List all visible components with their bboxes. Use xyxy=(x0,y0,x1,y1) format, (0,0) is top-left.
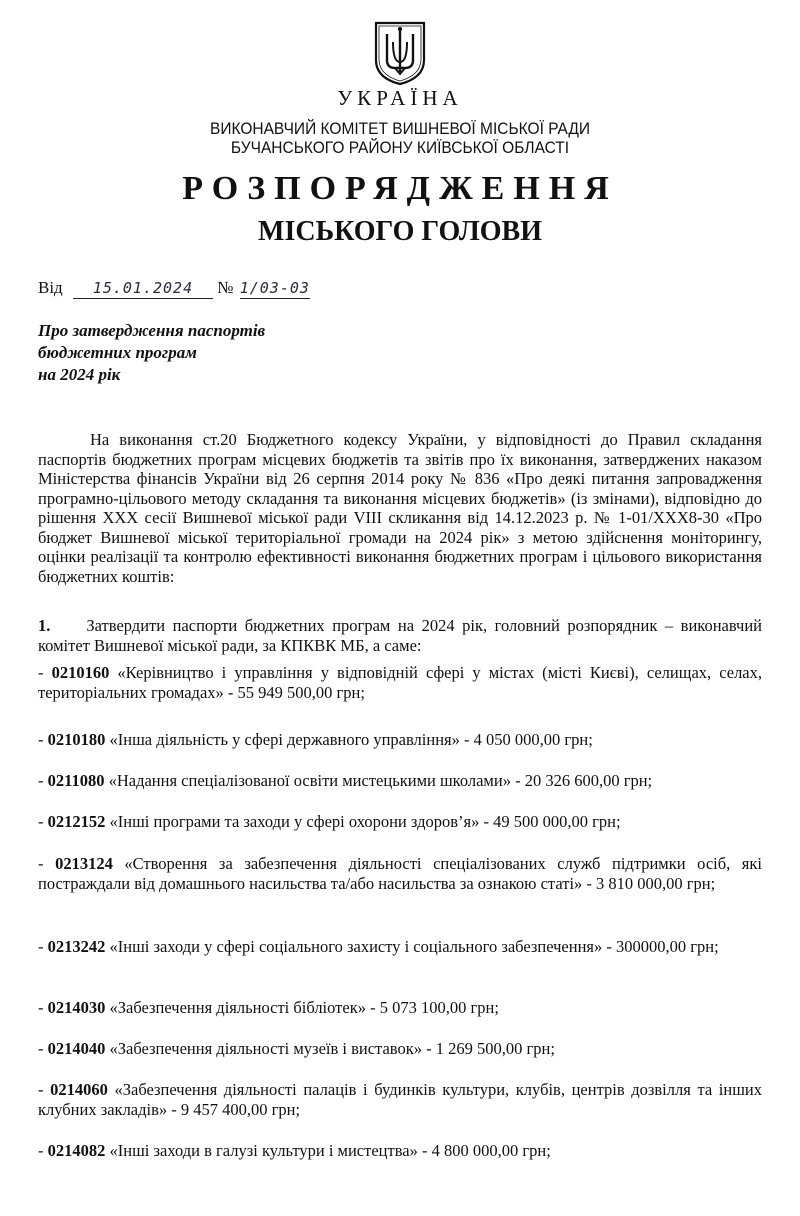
program-item: - 0210180 «Інша діяльність у сфері державного управління» - 4 050 000,00 грн; xyxy=(38,730,593,749)
date-label: Від xyxy=(38,278,63,297)
program-text: «Створення за забезпечення діяльності спеціалізованих служб підтримки осіб, які постраждали від домашнього насильства та/або насильства за ознакою статі» - 3 810 000,00 грн; xyxy=(38,854,762,893)
subject-heading xyxy=(38,320,265,386)
program-code: 0214082 xyxy=(47,1141,106,1160)
program-item: - 0213124 «Створення за забезпечення діяльності спеціалізованих служб підтримки осіб, які постраждали від домашнього насильства та/або насильства за ознакою статі» - 3 810 000,00 грн; xyxy=(38,854,762,893)
date-field xyxy=(73,278,213,299)
program-code: 0212152 xyxy=(47,812,106,831)
number-label: № xyxy=(217,278,234,297)
country-name: УКРАЇНА xyxy=(337,86,463,110)
program-code: 0211080 xyxy=(47,771,105,790)
org-name-line1: ВИКОНАВЧИЙ КОМІТЕТ ВИШНЕВОЇ МІСЬКОЇ РАДИ xyxy=(209,120,591,138)
program-code: 0213124 xyxy=(55,854,113,873)
document-subtitle: МІСЬКОГО ГОЛОВИ xyxy=(258,216,542,247)
program-code: 0213242 xyxy=(47,937,106,956)
program-item: - 0210160 «Керівництво і управління у відповідній сфері у містах (місті Києві), селищах, селах, територіальних громадах» - 55 949 500,00 грн; xyxy=(38,663,763,702)
program-code: 0214030 xyxy=(47,998,106,1017)
program-text: «Забезпечення діяльності бібліотек» - 5 073 100,00 грн; xyxy=(109,998,499,1017)
program-item: - 0214040 «Забезпечення діяльності музеїв і виставок» - 1 269 500,00 грн; xyxy=(38,1039,555,1058)
program-text: «Інші заходи у сфері соціального захисту і соціального забезпечення» - 300000,00 грн; xyxy=(109,937,719,956)
subject-line: на 2024 рік xyxy=(38,365,121,384)
program-item: - 0214082 «Інші заходи в галузі культури і мистецтва» - 4 800 000,00 грн; xyxy=(38,1141,551,1160)
program-item: - 0211080 «Надання спеціалізованої освіти мистецькими школами» - 20 326 600,00 грн; xyxy=(38,771,653,790)
program-text: «Забезпечення діяльності музеїв і виставок» - 1 269 500,00 грн; xyxy=(109,1039,555,1058)
subject-line: Про затвердження паспортів xyxy=(38,321,266,340)
point-1-paragraph xyxy=(38,616,762,655)
program-text: «Надання спеціалізованої освіти мистецькими школами» - 20 326 600,00 грн; xyxy=(108,771,653,790)
point-text: Затвердити паспорти бюджетних програм на 2024 рік, головний розпорядник – виконавчий комітет Вишневої міської ради, за КПКВК МБ, а саме: xyxy=(38,616,762,655)
dateline xyxy=(38,278,310,299)
program-item: - 0212152 «Інші програми та заходи у сфері охорони здоров’я» - 49 500 000,00 грн; xyxy=(38,812,621,831)
number-field xyxy=(240,278,310,299)
program-code: 0214040 xyxy=(47,1039,106,1058)
program-item: - 0213242 «Інші заходи у сфері соціального захисту і соціального забезпечення» - 300000,00 грн; xyxy=(38,937,719,956)
document-title: РОЗПОРЯДЖЕННЯ xyxy=(182,170,618,207)
program-item: - 0214030 «Забезпечення діяльності бібліотек» - 5 073 100,00 грн; xyxy=(38,998,499,1017)
point-number: 1. xyxy=(38,616,51,635)
program-text: «Інші програми та заходи у сфері охорони здоров’я» - 49 500 000,00 грн; xyxy=(109,812,621,831)
org-name-line2: БУЧАНСЬКОГО РАЙОНУ КИЇВСЬКОЇ ОБЛАСТІ xyxy=(230,139,570,157)
program-text: «Керівництво і управління у відповідній сфері у містах (місті Києві), селищах, селах, територіальних громадах» - 55 949 500,00 грн; xyxy=(38,663,763,702)
number-value: 1/03-03 xyxy=(239,279,310,297)
program-text: «Інші заходи в галузі культури і мистецтва» - 4 800 000,00 грн; xyxy=(109,1141,551,1160)
program-text: «Забезпечення діяльності палаців і будинків культури, клубів, центрів дозвілля та інших клубних закладів» - 9 457 400,00 грн; xyxy=(38,1080,763,1119)
program-item: - 0214060 «Забезпечення діяльності палаців і будинків культури, клубів, центрів дозвілля та інших клубних закладів» - 9 457 400,00 грн; xyxy=(38,1080,763,1119)
program-code: 0210180 xyxy=(47,730,106,749)
date-value: 15.01.2024 xyxy=(92,279,194,297)
program-text: «Інша діяльність у сфері державного управління» - 4 050 000,00 грн; xyxy=(109,730,593,749)
program-code: 0214060 xyxy=(50,1080,108,1099)
program-code: 0210160 xyxy=(51,663,110,682)
preamble-paragraph: На виконання ст.20 Бюджетного кодексу України, у відповідності до Правил складання паспортів бюджетних програм місцевих бюджетів та звітів про їх виконання, затверджених наказом Міністерства фінансів України від 26 серпня 2014 року № 836 «Про деякі питання запровадження програмно-цільового методу складання та виконання місцевих бюджетів» (із змінами), відповідно до рішення ХХХ сесії Вишневої міської ради VIII скликання від 14.12.2023 р. № 1-01/ХХХ8-30 «Про бюджет Вишневої міської територіальної громади на 2024 рік» з метою здійснення моніторингу, оцінки реалізації та контролю ефективності виконання бюджетних програм і цільового використання бюджетних коштів: xyxy=(38,430,762,586)
subject-line: бюджетних програм xyxy=(38,343,197,362)
coat-of-arms-icon xyxy=(373,20,427,86)
